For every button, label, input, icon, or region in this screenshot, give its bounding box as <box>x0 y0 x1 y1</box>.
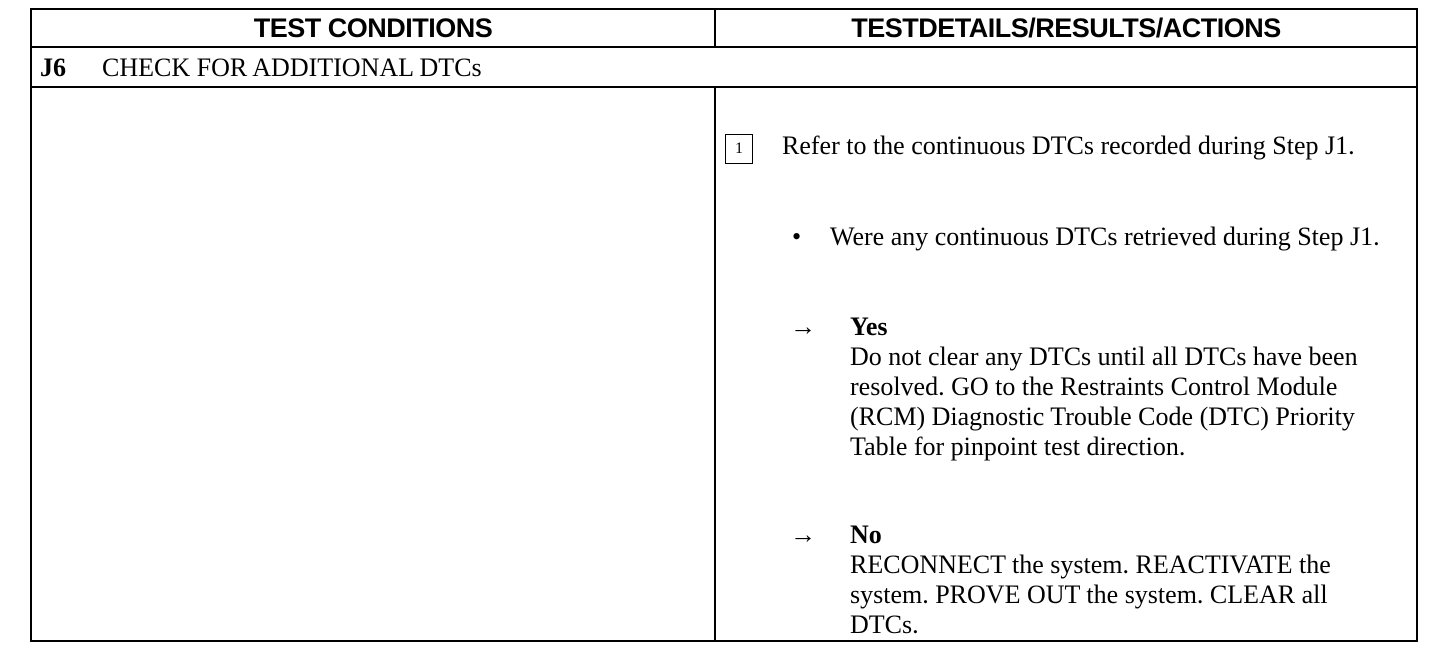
body-divider <box>714 88 716 640</box>
header-test-conditions: TEST CONDITIONS <box>253 12 493 43</box>
yes-arrow-icon: → <box>790 312 816 341</box>
no-arrow-icon: → <box>790 520 816 549</box>
question-text: Were any continuous DTCs retrieved during Step J1. <box>830 222 1380 251</box>
no-action-text: RECONNECT the system. REACTIVATE the system. PROVE OUT the system. CLEAR all DTCs. <box>850 550 1331 639</box>
row-divider-step <box>32 86 1416 88</box>
step-title: CHECK FOR ADDITIONAL DTCs <box>102 53 482 82</box>
yes-result <box>850 312 1395 462</box>
row-divider-header <box>32 46 1416 48</box>
yes-action-text: Do not clear any DTCs until all DTCs have been resolved. GO to the Restraints Control Module (RCM) Diagnostic Trouble Code (DTC) Priority Table for pinpoint test direction. <box>850 342 1358 461</box>
step-id: J6 <box>40 53 66 82</box>
step-number-box: 1 <box>725 134 753 164</box>
step-title-row <box>40 50 482 86</box>
test-table <box>30 8 1418 642</box>
instruction-text: Refer to the continuous DTCs recorded during Step J1. <box>782 131 1355 160</box>
header-test-details: TESTDETAILS/RESULTS/ACTIONS <box>851 12 1281 43</box>
yes-label: Yes <box>850 312 888 341</box>
no-result <box>850 520 1380 640</box>
bullet-icon: • <box>792 222 802 251</box>
header-divider <box>714 10 716 46</box>
no-label: No <box>850 520 882 549</box>
